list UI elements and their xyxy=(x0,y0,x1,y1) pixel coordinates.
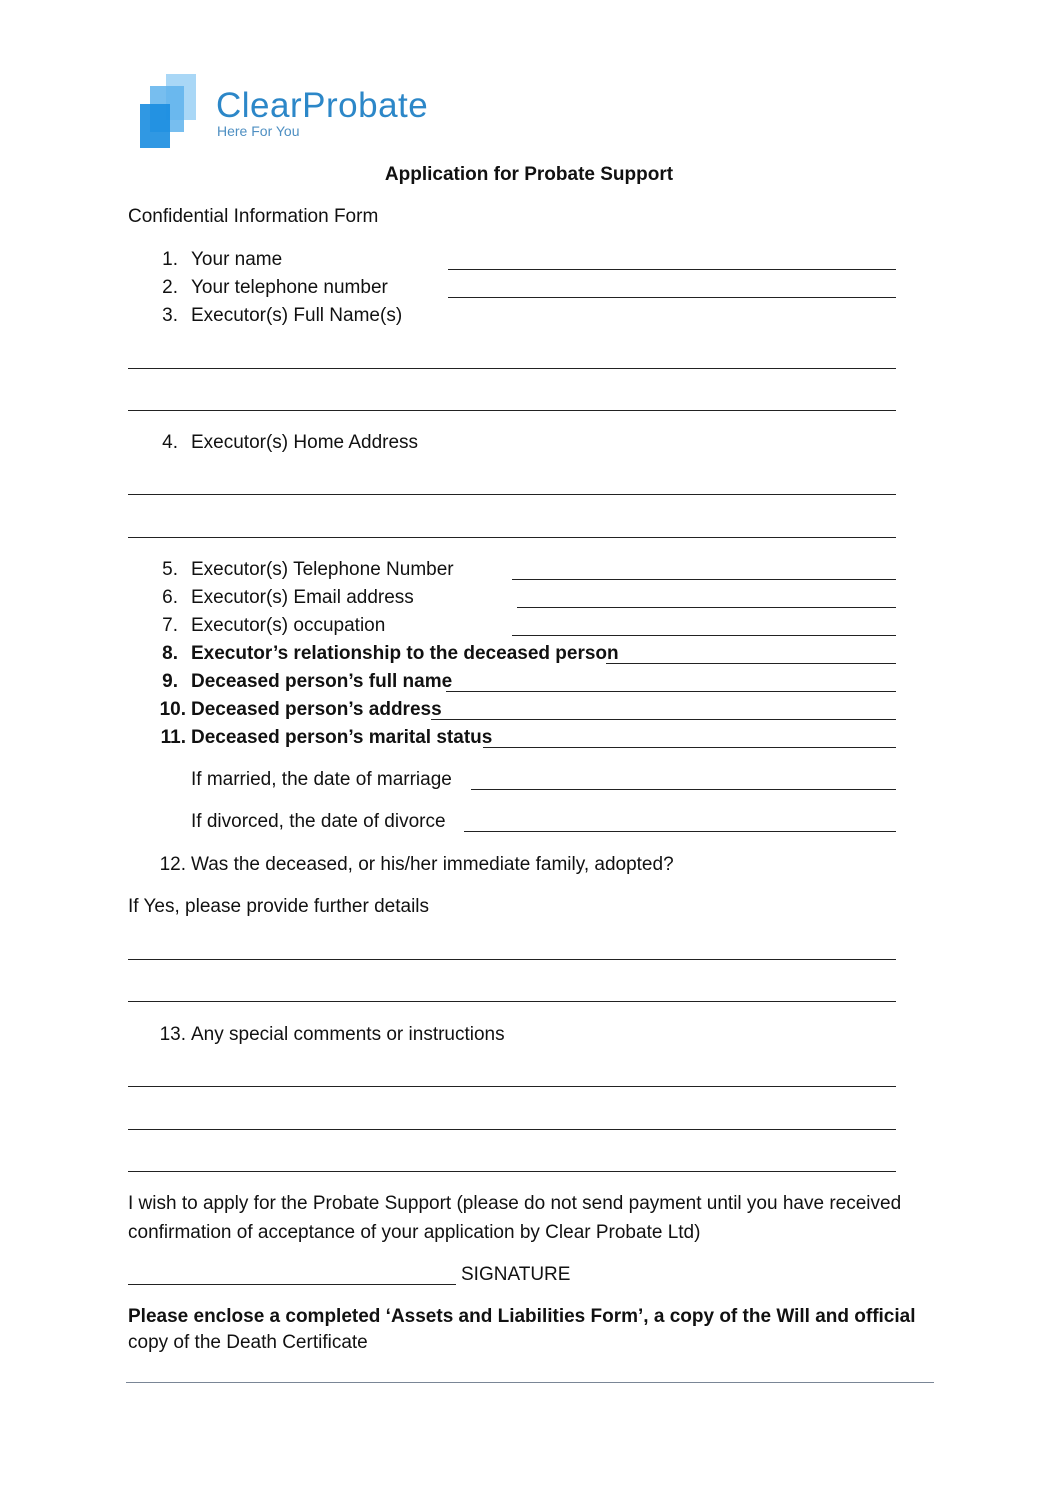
executor-names-field-1[interactable] xyxy=(128,368,896,369)
item-label-executor-telephone: Executor(s) Telephone Number xyxy=(191,559,454,580)
item-number: 10. xyxy=(159,699,186,720)
executor-email-field[interactable] xyxy=(517,607,896,608)
signature-field[interactable] xyxy=(128,1284,456,1285)
item-label-executor-names: Executor(s) Full Name(s) xyxy=(191,305,403,326)
item-label-executor-address: Executor(s) Home Address xyxy=(191,432,419,453)
item-number: 3. xyxy=(162,305,178,326)
your-telephone-field[interactable] xyxy=(448,297,896,298)
form-subtitle: Confidential Information Form xyxy=(128,206,379,227)
executor-address-field-2[interactable] xyxy=(128,537,896,538)
married-date-field[interactable] xyxy=(471,789,896,790)
married-date-label: If married, the date of marriage xyxy=(191,769,452,790)
item-number: 8. xyxy=(162,643,178,664)
relationship-field[interactable] xyxy=(606,663,896,664)
item-number: 11. xyxy=(160,727,186,748)
item-label-deceased-name: Deceased person’s full name xyxy=(191,671,453,692)
item-number: 7. xyxy=(162,615,178,636)
comments-field-1[interactable] xyxy=(128,1086,896,1087)
item-label-relationship: Executor’s relationship to the deceased person xyxy=(191,643,619,664)
page-title: Application for Probate Support xyxy=(384,164,674,185)
adopted-details-field-2[interactable] xyxy=(128,1001,896,1002)
signature-label: SIGNATURE xyxy=(461,1264,571,1285)
executor-occupation-field[interactable] xyxy=(512,635,896,636)
enclose-note-bold: Please enclose a completed ‘Assets and Liabilities Form’, a copy of the Will and official xyxy=(128,1306,916,1327)
comments-field-2[interactable] xyxy=(128,1129,896,1130)
divorced-date-label: If divorced, the date of divorce xyxy=(191,811,446,832)
brand-name: ClearProbate xyxy=(216,86,429,125)
enclose-note-rest: copy of the Death Certificate xyxy=(128,1332,368,1353)
item-label-your-name: Your name xyxy=(191,249,283,270)
comments-field-3[interactable] xyxy=(128,1171,896,1172)
your-name-field[interactable] xyxy=(448,269,896,270)
item-number: 6. xyxy=(162,587,178,608)
adopted-details-field-1[interactable] xyxy=(128,959,896,960)
item-number: 12. xyxy=(159,854,186,875)
item-number: 1. xyxy=(162,249,178,270)
deceased-address-field[interactable] xyxy=(431,719,896,720)
logo xyxy=(136,72,466,154)
item-number: 13. xyxy=(159,1024,186,1045)
item-label-adopted: Was the deceased, or his/her immediate family, adopted? xyxy=(191,854,674,875)
item-label-deceased-address: Deceased person’s address xyxy=(191,699,442,720)
item-number: 4. xyxy=(162,432,178,453)
item-label-executor-email: Executor(s) Email address xyxy=(191,587,414,608)
item-number: 9. xyxy=(162,671,178,692)
item-label-executor-occupation: Executor(s) occupation xyxy=(191,615,386,636)
divorced-date-field[interactable] xyxy=(464,831,896,832)
item-number: 5. xyxy=(162,559,178,580)
declaration-line-2: confirmation of acceptance of your application by Clear Probate Ltd) xyxy=(128,1222,701,1243)
item-label-your-telephone: Your telephone number xyxy=(191,277,388,298)
deceased-name-field[interactable] xyxy=(446,691,896,692)
logo-mark-icon xyxy=(136,72,208,152)
item-label-marital-status: Deceased person’s marital status xyxy=(191,727,493,748)
declaration-line-1: I wish to apply for the Probate Support (please do not send payment until you have received xyxy=(128,1193,902,1214)
executor-names-field-2[interactable] xyxy=(128,410,896,411)
adopted-details-label: If Yes, please provide further details xyxy=(128,896,430,917)
item-number: 2. xyxy=(162,277,178,298)
executor-telephone-field[interactable] xyxy=(512,579,896,580)
marital-status-field[interactable] xyxy=(483,747,896,748)
item-label-comments: Any special comments or instructions xyxy=(191,1024,505,1045)
footer-divider xyxy=(126,1382,934,1383)
brand-tagline: Here For You xyxy=(217,123,300,139)
executor-address-field-1[interactable] xyxy=(128,494,896,495)
